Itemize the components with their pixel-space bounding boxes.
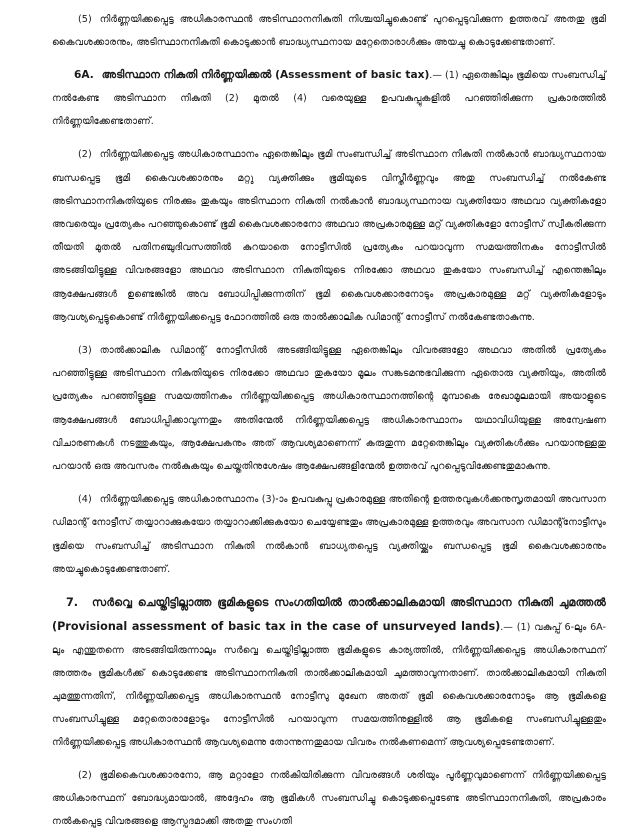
paragraph-6a-4	[52, 488, 606, 581]
section-6a	[52, 64, 606, 133]
paragraph-text: ഭൂമികൈവശക്കാരനോ, ആ മറ്റാളോ നൽകിയിരിക്കുന്ന വിവരങ്ങൾ ശരിയും പൂർണ്ണവുമാണെന്ന് നിർണ്ണയിക്കപ്പെട്ട അധികാരസ്ഥന് ബോദ്ധ്യമായാൽ, അദ്ദേഹം ആ ഭൂമികൾ സംബന്ധിച്ചു കൊടുക്കപ്പെടേണ്ട അടിസ്ഥാനനികുതി, അപ്രകാരം നൽകപ്പെട്ട വിവരങ്ങളെ ആസ്പദമാക്കി അതതു സംഗതി	[52, 770, 606, 828]
section-7	[52, 591, 606, 754]
paragraph-6a-2	[52, 143, 606, 329]
paragraph-text: നിർണ്ണയിക്കപ്പെട്ട അധികാരസ്ഥാനം (3)-ാം ഉപവകുപ്പു പ്രകാരമുള്ള അതിന്റെ ഉത്തരവുകൾക്കനുസൃതമായി അവസാന ഡിമാന്റ് നോട്ടീസ് തയ്യാറാക്കുകയോ തയ്യാറാക്കിക്കുകയോ ചെയ്യേണ്ടതും അപ്രകാരമുള്ള ഉത്തരവും അവസാന ഡിമാന്റ്നോട്ടീസും ഭൂമിയെ സംബന്ധിച്ച് അടിസ്ഥാന നികുതി നൽകാൻ ബാധ്യതപ്പെട്ട വ്യക്തിയ്ക്കും ബന്ധപ്പെട്ട ഭൂമി കൈവശക്കാരനും അയച്ചുകൊടുക്കേണ്ടതാണ്.	[52, 494, 606, 575]
section-text: .— (1) ഏതെങ്കിലും ഭൂമിയെ സംബന്ധിച്ച് നൽകേണ്ട അടിസ്ഥാന നികുതി (2) മുതൽ (4) വരെയുള്ള ഉപവകുപ്പുകളിൽ പറഞ്ഞിരിക്കുന്ന പ്രകാരത്തിൽ നിർണ്ണയിക്കേണ്ടതാണ്.	[52, 70, 606, 128]
paragraph-text: നിർണ്ണയിക്കപ്പെട്ട അധികാരസ്ഥാനം ഏതെങ്കിലും ഭൂമി സംബന്ധിച്ച് അടിസ്ഥാന നികുതി നൽകാൻ ബാദ്ധ്യസ്ഥനായ ബന്ധപ്പെട്ട ഭൂമി കൈവശക്കാരനും മറ്റു വ്യക്തിക്കും ഭൂമിയുടെ വിസ്തീർണ്ണവും അതു സംബന്ധിച്ച് നൽകേണ്ട അടിസ്ഥാനനികുതിയുടെ നിരക്കും തുകയും അടിസ്ഥാന നികുതി നൽകാൻ ബാദ്ധ്യസ്ഥനായ വ്യക്തിയോ അഥവാ വ്യക്തികളോ അവരെയും പ്രത്യേകം പറഞ്ഞുകൊണ്ട് ഭൂമി കൈവശക്കാരനോ അഥവാ അപ്രകാരമുള്ള മറ്റ് വ്യക്തികളോ നോട്ടീസ് സ്വീകരിക്കുന്ന തീയതി മുതൽ പതിനഞ്ചുദിവസത്തിൽ കുറയാതെ നോട്ടീസിൽ പ്രത്യേകം പറയാവുന്ന സമയത്തിനകം നോട്ടീസിൽ അടങ്ങിയിട്ടുള്ള വിവരങ്ങളോ അഥവാ അടിസ്ഥാന നികുതിയുടെ നിരക്കോ അഥവാ തുകയോ സംബന്ധിച്ച് എന്തെങ്കിലും ആക്ഷേപങ്ങൾ ഉണ്ടെങ്കിൽ അവ ബോധിപ്പിക്കുന്നതിന് ഭൂമി കൈവശക്കാരനോടും അപ്രകാരമുള്ള മറ്റ് വ്യക്തികളോടും ആവശ്യപ്പെട്ടുകൊണ്ട് നിർണ്ണയിക്കപ്പെട്ട ഫോറത്തിൽ ഒരു താൽക്കാലിക ഡിമാന്റ് നോട്ടീസ് നൽകേണ്ടതാകുന്നു.	[52, 149, 606, 323]
section-title-ml: സർവ്വെ ചെയ്തിട്ടില്ലാത്ത ഭൂമികളുടെ സംഗതിയിൽ താൽക്കാലികമായി അടിസ്ഥാന നികുതി ചുമത്തൽ	[92, 596, 606, 610]
paragraph-7-2	[52, 764, 606, 834]
paragraph-number: (2)	[78, 149, 92, 161]
paragraph-5	[52, 8, 606, 54]
section-number: 6A.	[74, 69, 94, 82]
section-text: .— (1) വകുപ്പ് 6-ലും 6A- ലും എന്തുതന്നെ അടങ്ങിയിരുന്നാലും സർവ്വെ ചെയ്തിട്ടില്ലാത്ത ഭൂമികളുടെ കാര്യത്തിൽ, നിർണ്ണയിക്കപ്പെട്ട അധികാരസ്ഥന് അത്തരം ഭൂമികൾക്ക് കൊടുക്കേണ്ട അടിസ്ഥാനനികുതി താൽക്കാലികമായി ചുമത്താവുന്നതാണ്. താൽക്കാലികമായി നികുതി ചുമത്തുന്നതിന്, നിർണ്ണയിക്കപ്പെട്ട അധികാരസ്ഥൻ നോട്ടീസു മുഖേന അതത് ഭൂമി കൈവശക്കാരനോടും ആ ഭൂമികളെ സംബന്ധിച്ചുള്ള മറ്റേതൊരാളോടും നോട്ടീസിൽ പറയാവുന്ന സമയത്തിനുള്ളിൽ ആ ഭൂമികളെ സംബന്ധിച്ചുള്ളതും നിർണ്ണയിക്കപ്പെട്ട അധികാരസ്ഥൻ ആവശ്യമെന്നു തോന്നുന്നതുമായ വിവരം നൽകണമെന്ന് ആവശ്യപ്പെടേണ്ടതാണ്.	[52, 622, 607, 749]
paragraph-number: (3)	[78, 345, 92, 357]
paragraph-number: (4)	[78, 494, 92, 506]
section-title: അടിസ്ഥാന നികുതി നിർണ്ണയിക്കൽ (Assessment of basic tax)	[101, 69, 430, 82]
paragraph-number: (5)	[78, 14, 92, 25]
paragraph-number: (2)	[78, 770, 92, 782]
paragraph-6a-3	[52, 339, 606, 478]
paragraph-text: താൽക്കാലിക ഡിമാന്റ് നോട്ടീസിൽ അടങ്ങിയിട്ടുള്ള ഏതെങ്കിലും വിവരങ്ങളോ അഥവാ അതിൽ പ്രത്യേകം പറഞ്ഞിട്ടുള്ള അടിസ്ഥാന നികുതിയുടെ നിരക്കോ അഥവാ തുകയോ മൂലം സങ്കടമനുഭവിക്കുന്ന ഏതൊരു വ്യക്തിയും, അതിൽ പ്രത്യേകം പറഞ്ഞിട്ടുള്ള സമയത്തിനകം നിർണ്ണയിക്കപ്പെട്ട അധികാരസ്ഥാനത്തിന്റെ മുമ്പാകെ രേഖാമൂലമായി അയാളുടെ ആക്ഷേപങ്ങൾ ബോധിപ്പിക്കാവുന്നതും അതിന്മേൽ നിർണ്ണയിക്കപ്പെട്ട അധികാരസ്ഥാനം യഥാവിധിയുള്ള അന്വേഷണ വിചാരണകൾ നടത്തുകയും, ആക്ഷേപകനും അത് ആവശ്യമാണെന്ന് കരുതുന്ന മറ്റേതെങ്കിലും വ്യക്തികൾക്കും പറയാനുള്ളതു പറയാൻ ഒരു അവസരം നൽകുകയും ചെയ്തതിനുശേഷം ആക്ഷേപങ്ങളിന്മേൽ ഉത്തരവ് പുറപ്പെടുവിക്കേണ്ടതുമാകുന്നു.	[52, 345, 606, 473]
section-title-en: (Provisional assessment of basic tax in the case of unsurveyed lands)	[52, 620, 501, 634]
section-number: 7.	[66, 596, 79, 610]
paragraph-text: നിർണ്ണയിക്കപ്പെട്ട അധികാരസ്ഥൻ അടിസ്ഥാനനികുതി നിശ്ചയിച്ചുകൊണ്ട് പുറപ്പെടുവിക്കുന്ന ഉത്തരവ് അതതു ഭൂമി കൈവശക്കാരനും, അടിസ്ഥാനനികുതി കൊടുക്കാൻ ബാദ്ധ്യസ്ഥനായ മറ്റേതൊരാൾക്കും അയച്ചു കൊടുക്കേണ്ടതാണ്.	[52, 14, 606, 49]
